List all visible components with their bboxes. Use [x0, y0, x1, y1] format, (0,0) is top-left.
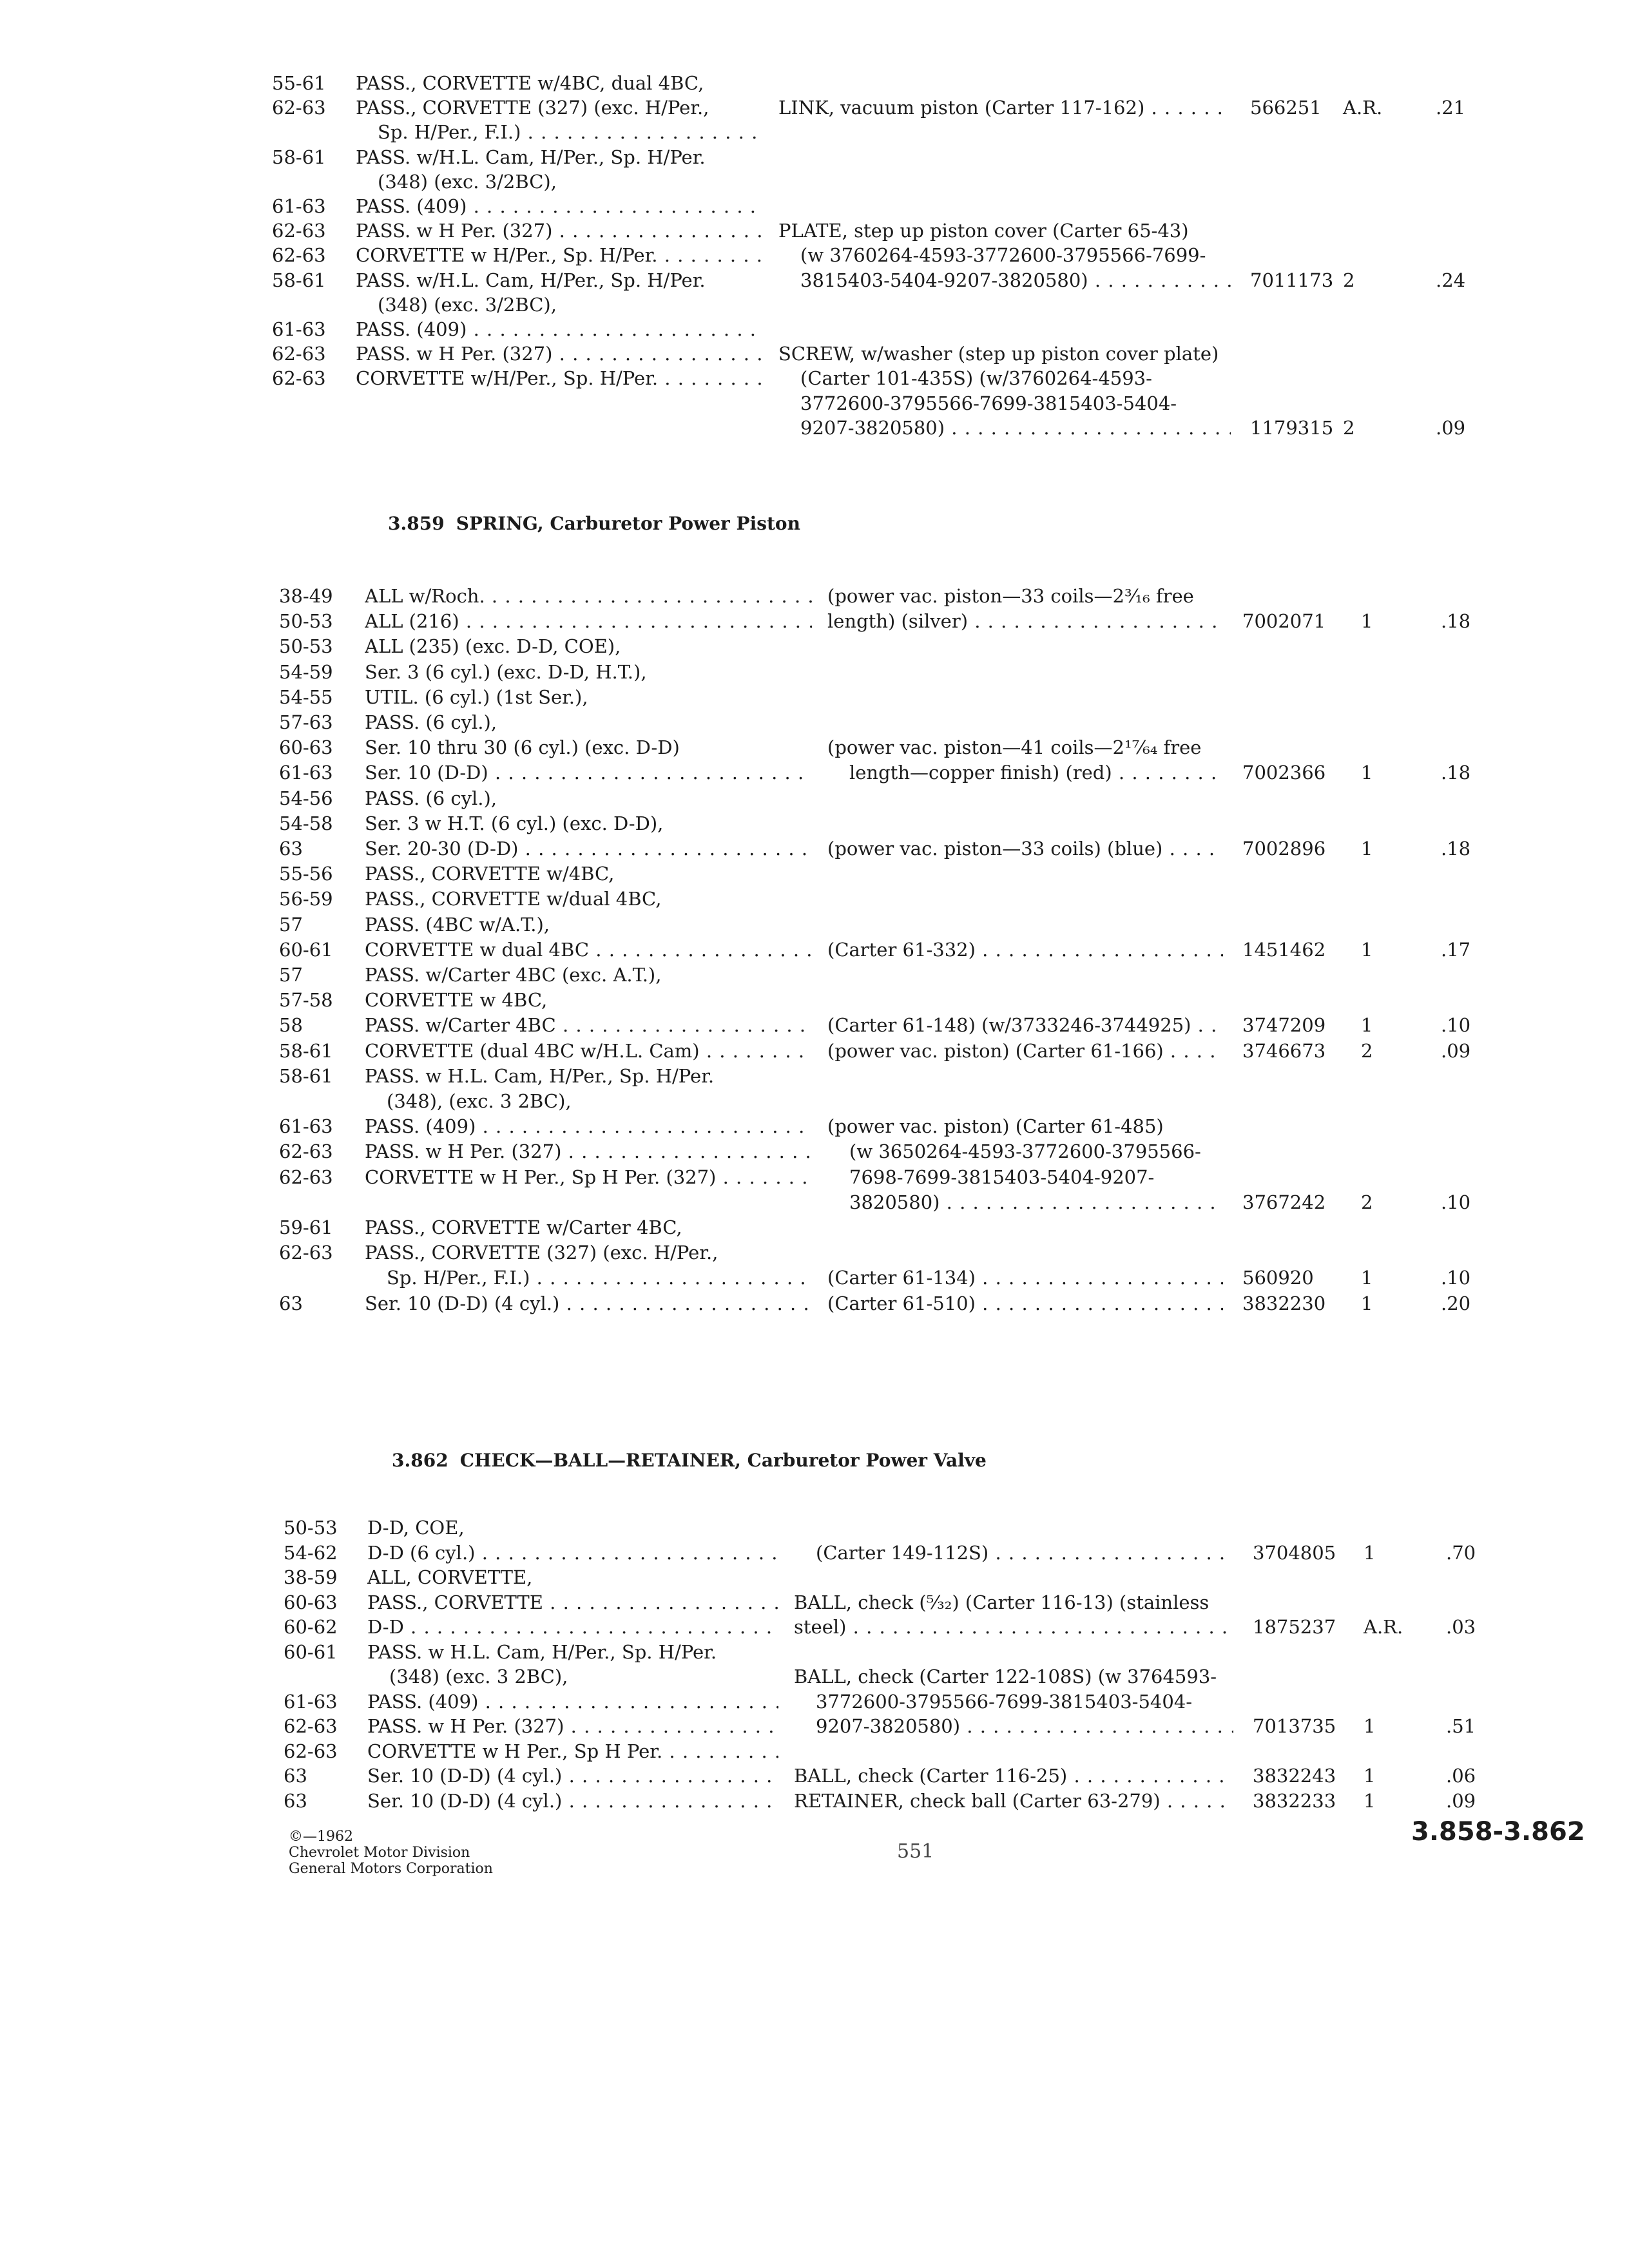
- part-description: (Carter 61-148) (w/3733246-3744925) . . .: [827, 1013, 1223, 1037]
- application-text: Ser. 10 (D-D) (4 cyl.) . . .: [365, 1291, 812, 1316]
- model-years: 60-62: [284, 1616, 338, 1638]
- quantity: 1: [1364, 1541, 1376, 1564]
- part-number: 1179315: [1250, 416, 1334, 439]
- part-number: 3832233: [1253, 1789, 1336, 1812]
- model-years: 62-63: [272, 220, 326, 242]
- model-years: 58-61: [272, 269, 326, 291]
- application-text: CORVETTE w H Per., Sp H Per. (327) . . .: [365, 1165, 812, 1189]
- part-description: (power vac. piston) (Carter 61-485): [827, 1115, 1164, 1138]
- price: .20: [1441, 1292, 1471, 1314]
- model-years: 57: [279, 913, 303, 936]
- corporation-name: General Motors Corporation: [289, 1861, 493, 1877]
- part-description: LINK, vacuum piston (Carter 117-162) . . .: [778, 95, 1231, 120]
- application-text: PASS., CORVETTE (327) (exc. H/Per.,: [365, 1242, 718, 1264]
- application-text: D-D . . .: [367, 1615, 778, 1639]
- application-text: CORVETTE (dual 4BC w/H.L. Cam) . . .: [365, 1039, 812, 1063]
- model-years: 59-61: [279, 1216, 333, 1238]
- part-number: 7011173: [1250, 269, 1334, 291]
- quantity: 2: [1361, 1039, 1373, 1062]
- model-years: 62-63: [272, 343, 326, 365]
- quantity: 1: [1361, 1292, 1373, 1314]
- quantity: 1: [1361, 1267, 1373, 1289]
- application-text: Ser. 20-30 (D-D) . . .: [365, 836, 812, 861]
- price: .18: [1441, 762, 1471, 784]
- copyright: ©—1962: [289, 1829, 353, 1845]
- publisher-credit: [289, 1829, 493, 1877]
- model-years: 58: [279, 1014, 303, 1037]
- application-text: D-D, COE,: [367, 1517, 465, 1539]
- part-description: (Carter 61-134) . . .: [827, 1265, 1223, 1290]
- part-description: (Carter 101-435S) (w/3760264-4593-: [800, 367, 1152, 390]
- part-description: RETAINER, check ball (Carter 63-279) . . .: [794, 1789, 1233, 1813]
- page-number: 551: [897, 1840, 934, 1863]
- model-years: 62-63: [279, 1166, 333, 1188]
- application-text: (348) (exc. 3/2BC),: [378, 293, 557, 316]
- quantity: A.R.: [1343, 97, 1383, 119]
- part-number: 7013735: [1253, 1715, 1336, 1737]
- application-text: Ser. 10 (D-D) (4 cyl.) . . .: [367, 1789, 778, 1813]
- application-text: PASS., CORVETTE w/4BC,: [365, 863, 615, 885]
- quantity: 1: [1361, 938, 1373, 961]
- division-name: Chevrolet Motor Division: [289, 1845, 470, 1861]
- model-years: 61-63: [284, 1690, 338, 1713]
- model-years: 57-58: [279, 989, 333, 1012]
- application-text: CORVETTE w/H/Per., Sp. H/Per. . . .: [356, 366, 763, 390]
- part-description: 9207-3820580) . . .: [794, 1714, 1233, 1738]
- quantity: 1: [1364, 1765, 1376, 1787]
- model-years: 54-55: [279, 686, 333, 708]
- price: .24: [1436, 269, 1466, 291]
- application-text: Sp. H/Per., F.I.) . . .: [356, 120, 763, 144]
- model-years: 58-61: [279, 1064, 333, 1087]
- part-description: (Carter 61-332) . . .: [827, 937, 1223, 962]
- model-years: 54-56: [279, 787, 333, 809]
- application-text: PASS. w/H.L. Cam, H/Per., Sp. H/Per.: [356, 146, 706, 168]
- part-description: 7698-7699-3815403-5404-9207-: [849, 1166, 1155, 1188]
- application-text: Ser. 10 thru 30 (6 cyl.) (exc. D-D): [365, 736, 680, 759]
- model-years: 38-59: [284, 1566, 338, 1588]
- quantity: 2: [1343, 269, 1355, 291]
- model-years: 62-63: [284, 1740, 338, 1762]
- application-text: ALL, CORVETTE,: [367, 1566, 533, 1588]
- quantity: 1: [1361, 762, 1373, 784]
- model-years: 62-63: [279, 1242, 333, 1264]
- part-description: (power vac. piston—41 coils—2¹⁷⁄₆₄ free: [827, 736, 1202, 759]
- part-description: BALL, check (Carter 122-108S) (w 3764593-: [794, 1666, 1217, 1687]
- part-description: (power vac. piston—33 coils—2³⁄₁₆ free: [827, 585, 1194, 607]
- model-years: 58-61: [279, 1039, 333, 1062]
- quantity: 1: [1361, 1014, 1373, 1037]
- section-title: SPRING, Carburetor Power Piston: [456, 513, 800, 534]
- application-text: PASS. w H Per. (327) . . .: [365, 1139, 812, 1164]
- part-description: (power vac. piston) (Carter 61-166) . . .: [827, 1039, 1223, 1063]
- model-years: 62-63: [284, 1715, 338, 1737]
- application-text: (348), (exc. 3 2BC),: [387, 1090, 572, 1112]
- section-title: CHECK—BALL—RETAINER, Carburetor Power Valve: [459, 1450, 987, 1471]
- part-description: SCREW, w/washer (step up piston cover plate): [778, 343, 1219, 365]
- application-text: PASS. (6 cyl.),: [365, 787, 497, 809]
- model-years: 57: [279, 964, 303, 986]
- part-description: (power vac. piston—33 coils) (blue) . . .: [827, 836, 1223, 861]
- model-years: 50-53: [279, 610, 333, 633]
- price: .21: [1436, 97, 1466, 119]
- price: .18: [1441, 610, 1471, 633]
- application-text: CORVETTE w H Per., Sp H Per. . . .: [367, 1739, 778, 1763]
- section-heading-3-859: [388, 513, 800, 534]
- part-number: 3767242: [1242, 1191, 1326, 1213]
- price: .17: [1441, 938, 1471, 961]
- application-text: PASS. w H.L. Cam, H/Per., Sp. H/Per.: [367, 1640, 717, 1663]
- application-text: PASS. w H Per. (327) . . .: [367, 1714, 778, 1738]
- model-years: 60-63: [279, 736, 333, 759]
- part-number: 3747209: [1242, 1014, 1326, 1037]
- application-text: Ser. 3 w H.T. (6 cyl.) (exc. D-D),: [365, 812, 664, 834]
- model-years: 54-62: [284, 1541, 338, 1564]
- application-text: ALL (235) (exc. D-D, COE),: [365, 635, 621, 658]
- application-text: Ser. 10 (D-D) . . .: [365, 760, 812, 785]
- price: .10: [1441, 1014, 1471, 1037]
- model-years: 58-61: [272, 146, 326, 168]
- model-years: 63: [284, 1765, 307, 1787]
- application-text: Ser. 3 (6 cyl.) (exc. D-D, H.T.),: [365, 660, 647, 683]
- part-number: 3832243: [1253, 1765, 1336, 1787]
- application-text: PASS. (409) . . .: [356, 194, 763, 218]
- quantity: 2: [1343, 416, 1355, 439]
- quantity: 1: [1364, 1789, 1376, 1812]
- application-text: (348) (exc. 3 2BC),: [389, 1666, 568, 1687]
- price: .10: [1441, 1267, 1471, 1289]
- model-years: 55-61: [272, 72, 326, 94]
- application-text: PASS., CORVETTE w/dual 4BC,: [365, 888, 662, 910]
- price: .03: [1446, 1616, 1476, 1638]
- price: .10: [1441, 1191, 1471, 1213]
- model-years: 62-63: [272, 244, 326, 267]
- part-description: 9207-3820580) . . .: [778, 416, 1231, 440]
- model-years: 63: [279, 1292, 303, 1314]
- part-description: 3772600-3795566-7699-3815403-5404-: [800, 392, 1177, 414]
- part-description: steel) . . .: [794, 1615, 1233, 1639]
- model-years: 62-63: [272, 367, 326, 390]
- price: .18: [1441, 838, 1471, 860]
- model-years: 62-63: [272, 97, 326, 119]
- application-text: PASS. w H Per. (327) . . .: [356, 341, 763, 366]
- application-text: (348) (exc. 3/2BC),: [378, 170, 557, 193]
- section-heading-3-862: [392, 1450, 987, 1471]
- part-number: 3746673: [1242, 1039, 1326, 1062]
- part-description: 3815403-5404-9207-3820580) . . .: [778, 268, 1231, 293]
- application-text: PASS. (4BC w/A.T.),: [365, 913, 550, 936]
- quantity: 2: [1361, 1191, 1373, 1213]
- application-text: PASS. w H Per. (327) . . .: [356, 218, 763, 243]
- application-text: CORVETTE w dual 4BC . . .: [365, 937, 812, 962]
- application-text: CORVETTE w H/Per., Sp. H/Per. . . .: [356, 243, 763, 267]
- part-description: (Carter 149-112S) . . .: [794, 1541, 1233, 1565]
- part-description: (Carter 61-510) . . .: [827, 1291, 1223, 1316]
- model-years: 54-58: [279, 812, 333, 834]
- application-text: PASS. (6 cyl.),: [365, 711, 497, 733]
- price: .51: [1446, 1715, 1476, 1737]
- application-text: D-D (6 cyl.) . . .: [367, 1541, 778, 1565]
- model-years: 61-63: [279, 1115, 333, 1138]
- part-number: 7002071: [1242, 610, 1326, 633]
- part-description: BALL, check (Carter 116-25) . . .: [794, 1763, 1233, 1788]
- application-text: PASS. (409) . . .: [365, 1114, 812, 1139]
- section-number: 3.862: [392, 1450, 448, 1471]
- price: .09: [1441, 1039, 1471, 1062]
- section-range: 3.858-3.862: [1411, 1817, 1585, 1847]
- model-years: 60-61: [284, 1640, 338, 1663]
- part-number: 7002896: [1242, 838, 1326, 860]
- application-text: PASS., CORVETTE . . .: [367, 1590, 778, 1615]
- quantity: 1: [1361, 838, 1373, 860]
- model-years: 50-53: [279, 635, 333, 658]
- part-number: 566251: [1250, 97, 1322, 119]
- part-number: 7002366: [1242, 762, 1326, 784]
- application-text: PASS., CORVETTE w/4BC, dual 4BC,: [356, 72, 704, 94]
- part-description: BALL, check (⁵⁄₃₂) (Carter 116-13) (stainless: [794, 1591, 1210, 1613]
- model-years: 63: [284, 1789, 307, 1812]
- part-number: 1451462: [1242, 938, 1326, 961]
- model-years: 57-63: [279, 711, 333, 733]
- application-text: PASS. w/Carter 4BC (exc. A.T.),: [365, 964, 662, 986]
- part-description: length) (silver) . . .: [827, 609, 1223, 633]
- model-years: 60-61: [279, 938, 333, 961]
- model-years: 61-63: [272, 318, 326, 340]
- application-text: ALL w/Roch. . . .: [365, 584, 812, 608]
- model-years: 60-63: [284, 1591, 338, 1613]
- model-years: 62-63: [279, 1140, 333, 1163]
- part-description: (w 3760264-4593-3772600-3795566-7699-: [800, 244, 1206, 267]
- application-text: PASS. w H.L. Cam, H/Per., Sp. H/Per.: [365, 1064, 715, 1087]
- application-text: PASS. (409) . . .: [367, 1689, 778, 1714]
- model-years: 56-59: [279, 888, 333, 910]
- price: .70: [1446, 1541, 1476, 1564]
- model-years: 54-59: [279, 660, 333, 683]
- part-number: 3704805: [1253, 1541, 1336, 1564]
- part-description: 3772600-3795566-7699-3815403-5404-: [816, 1690, 1193, 1713]
- part-number: 3832230: [1242, 1292, 1326, 1314]
- price: .09: [1446, 1789, 1476, 1812]
- quantity: A.R.: [1364, 1616, 1403, 1638]
- model-years: 61-63: [279, 762, 333, 784]
- part-description: 3820580) . . .: [827, 1190, 1223, 1215]
- part-number: 1875237: [1253, 1616, 1336, 1638]
- quantity: 1: [1361, 610, 1373, 633]
- application-text: Ser. 10 (D-D) (4 cyl.) . . .: [367, 1763, 778, 1788]
- model-years: 50-53: [284, 1517, 338, 1539]
- application-text: PASS., CORVETTE w/Carter 4BC,: [365, 1216, 682, 1238]
- application-text: ALL (216) . . .: [365, 609, 812, 633]
- part-number: 560920: [1242, 1267, 1314, 1289]
- model-years: 63: [279, 838, 303, 860]
- part-description: PLATE, step up piston cover (Carter 65-43): [778, 220, 1189, 242]
- application-text: Sp. H/Per., F.I.) . . .: [365, 1265, 812, 1290]
- part-description: length—copper finish) (red) . . .: [827, 760, 1223, 785]
- section-number: 3.859: [388, 513, 445, 534]
- model-years: 55-56: [279, 863, 333, 885]
- application-text: CORVETTE w 4BC,: [365, 989, 548, 1012]
- application-text: PASS. w/Carter 4BC . . .: [365, 1013, 812, 1037]
- price: .06: [1446, 1765, 1476, 1787]
- application-text: UTIL. (6 cyl.) (1st Ser.),: [365, 686, 588, 708]
- model-years: 61-63: [272, 195, 326, 217]
- model-years: 38-49: [279, 585, 333, 607]
- part-description: (w 3650264-4593-3772600-3795566-: [849, 1140, 1201, 1163]
- price: .09: [1436, 416, 1466, 439]
- application-text: PASS., CORVETTE (327) (exc. H/Per.,: [356, 97, 709, 119]
- application-text: PASS. w/H.L. Cam, H/Per., Sp. H/Per.: [356, 269, 706, 291]
- quantity: 1: [1364, 1715, 1376, 1737]
- application-text: PASS. (409) . . .: [356, 317, 763, 341]
